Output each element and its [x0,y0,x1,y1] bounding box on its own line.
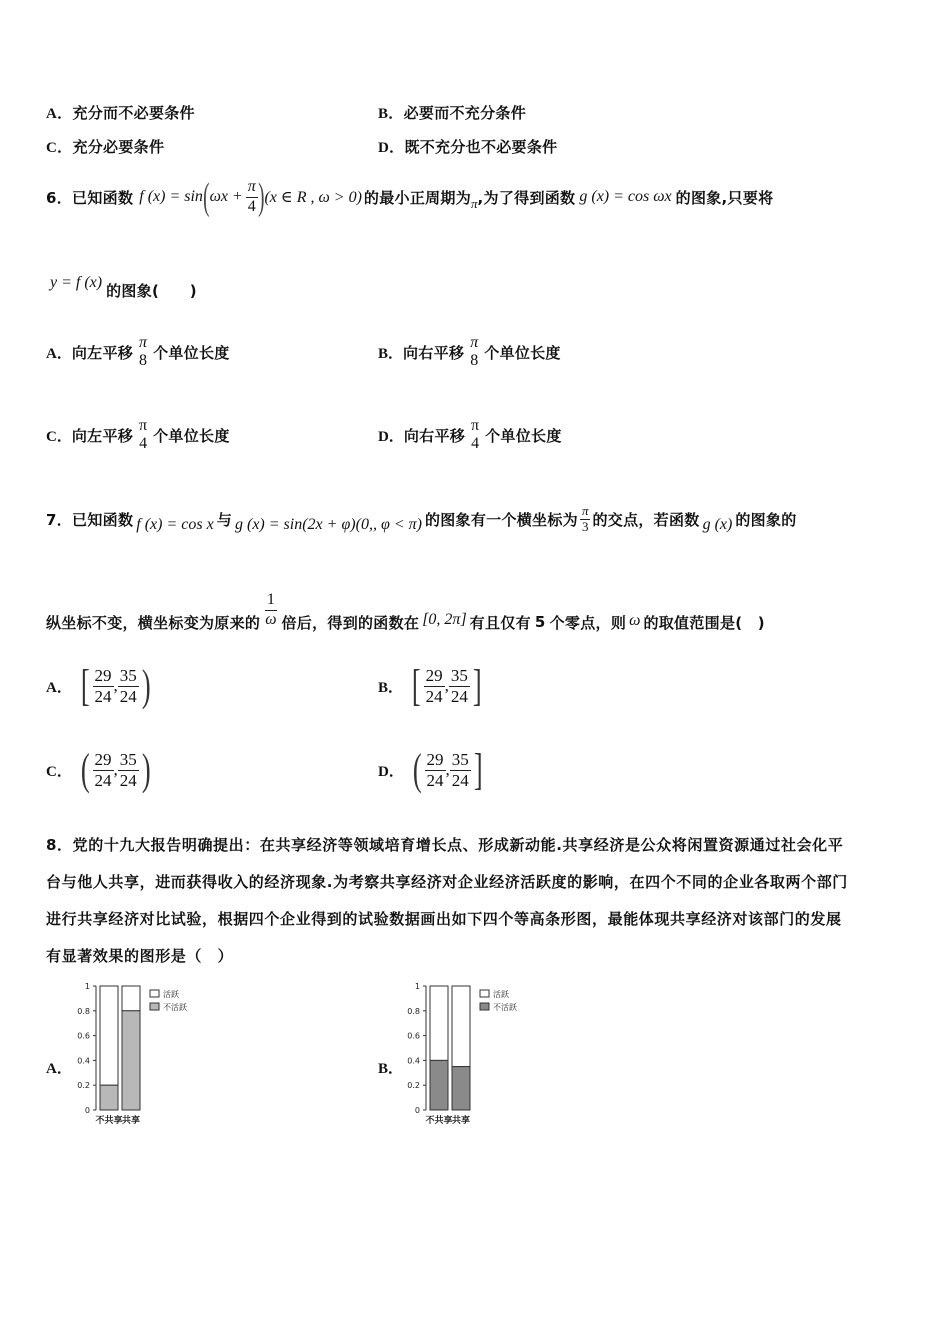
q6-line2-expr: y = f (x) [50,273,103,291]
q6-option-a-letter: A． [46,345,72,362]
q8-stem-line-4: 有显著效果的图形是（ ） [46,947,234,965]
q7-option-c [46,745,153,794]
q6-option-d-frac [469,417,481,454]
q6-option-a-post: 个单位长度 [153,343,230,362]
x-tick-label: 不共享 [95,1116,123,1126]
q8-option-a-letter: A． [46,1061,72,1077]
legend-swatch [150,990,159,997]
q7-option-d-close: ] [473,745,483,794]
y-tick-label: 0.8 [407,1006,420,1016]
q5-option-a-letter: A． [46,106,73,122]
q6-lead: 已知函数 [72,188,134,207]
q6-option-a-frac [137,334,149,371]
q7-option-c-letter: C． [46,763,72,780]
q6-arg-num: π [246,178,258,197]
q6-option-b-den: 8 [470,352,479,370]
q6-option-d [378,417,562,454]
q6-stem-line2 [50,272,197,300]
q7-option-c-d2: 24 [119,770,137,790]
q6-option-a-num: π [139,334,148,351]
q7-stem-line2 [46,582,906,638]
q7-option-c-open: ( [80,745,90,794]
q7-option-c-interval: ( $\frac{29}{24}$ , $\frac{35}{24}$ ) [80,745,151,794]
bar-segment-active [122,986,140,1011]
q7-stem-line1 [46,496,906,542]
q6-option-c-num: π [139,417,148,434]
q7-x-frac [580,504,591,535]
q6-option-d-num: π [471,417,480,434]
q7-line2-mid: 倍后，得到的函数在 [281,613,420,632]
q8-stem [46,827,906,975]
bar-segment-active [452,986,470,1067]
y-tick-label: 1 [84,982,90,991]
q7-line2-pre: 纵坐标不变，横坐标变为原来的 [46,613,261,632]
q6-mid1: 的最小正周期为 [363,188,472,207]
q7-option-c-close: ) [141,745,151,794]
q7-with: 与 [216,510,232,529]
q6-option-b [378,334,561,371]
q6-arg-den: 4 [247,197,256,215]
y-tick-label: 0 [414,1106,420,1115]
q5-option-b-letter: B． [378,106,404,122]
q5-option-c [46,136,164,157]
q7-option-d-n1: 29 [426,749,444,769]
q7-option-a-d1: 24 [94,686,112,706]
q5-option-a [46,102,195,123]
q6-arg-frac [246,178,258,216]
q7-option-d [378,745,485,794]
q6-g-expr: g (x) = cos ωx [579,188,672,205]
q6-option-b-post: 个单位长度 [484,343,561,362]
q5-option-d-letter: D． [378,140,405,156]
q7-line2-tail: 的取值范围是( ) [643,613,765,632]
q6-option-c-pre: 向左平移 [71,426,134,445]
q7-lead: 已知函数 [72,510,134,529]
q6-option-a-pre: 向左平移 [71,343,134,362]
q5-option-b-text: 必要而不充分条件 [403,104,527,122]
q7-option-b-close: ] [472,661,482,710]
bar-segment-inactive [430,1060,448,1110]
q5-option-d [378,136,557,157]
q6-period: π [471,196,478,211]
bar-segment-active [100,986,118,1085]
q7-option-d-d1: 24 [426,770,444,790]
q7-option-b-d2: 24 [450,686,468,706]
q6-tail: 的图象,只要将 [675,188,774,207]
q6-option-c [46,417,230,454]
q6-option-c-den: 4 [139,435,148,453]
y-tick-label: 0.4 [77,1056,90,1066]
q6-number: 6． [46,188,73,207]
q7-option-d-interval: ( $\frac{29}{24}$ , $\frac{35}{24}$ ] [412,745,483,794]
legend-label: 活跃 [163,990,179,999]
q7-omega: ω [629,612,641,629]
q7-mid: 的图象有一个横坐标为 [424,510,578,529]
q7-option-b-d1: 24 [425,686,443,706]
q7-option-a-d2: 24 [119,686,137,706]
y-tick-label: 1 [414,982,420,991]
legend-label: 活跃 [493,990,509,999]
x-tick-label: 共享 [451,1116,471,1126]
q6-domain: (x ∈ R , ω > 0) [264,189,362,206]
q7-option-a-interval: [ $\frac{29}{24}$ , $\frac{35}{24}$ ) [80,661,151,710]
q7-scale-num: 1 [265,591,277,610]
q8-stem-line-1: 8．党的十九大报告明确提出：在共享经济等领域培育增长点、形成新动能.共享经济是公众将闲置资源通过社会化平 [46,836,844,854]
q8-stem-line-3: 进行共享经济对比试验，根据四个企业得到的试验数据画出如下四个等高条形图，最能体现共享经济对该部门的发展 [46,910,842,928]
q7-option-b-n1: 29 [425,665,443,685]
q6-line2-tail: 的图象( ) [106,282,197,300]
y-tick-label: 0.6 [407,1031,420,1041]
q8-stem-line-2: 台与他人共享，进而获得收入的经济现象.为考察共享经济对企业经济活跃度的影响，在四个不同的企业各取两个部门 [46,873,848,891]
q7-option-a-letter: A． [46,679,72,696]
q6-option-c-frac [137,417,149,454]
q7-option-a-open: [ [80,661,90,710]
q5-option-c-text: 充分必要条件 [72,138,165,156]
bar-segment-inactive [100,1085,118,1110]
q6-option-a [46,334,230,371]
q7-scale-den: ω [265,610,277,628]
q7-option-d-n2: 35 [451,749,469,769]
q6-paren-open: ( [203,176,210,218]
q7-option-b-interval: [ $\frac{29}{24}$ , $\frac{35}{24}$ ] [411,661,482,710]
q7-option-a-close: ) [141,661,151,710]
q6-mid2: ,为了得到函数 [477,188,576,207]
q7-interval: [0, 2π] [422,611,467,628]
q5-option-c-letter: C． [46,140,73,156]
q6-option-b-letter: B． [378,345,404,362]
q6-option-c-post: 个单位长度 [153,426,230,445]
q7-line2-mid2: 有且仅有 [469,613,531,632]
q7-mid2: 的交点，若函数 [592,510,700,529]
y-tick-label: 0.8 [77,1006,90,1016]
q7-f-expr: f (x) = cos x [136,516,214,533]
q6-option-a-den: 8 [139,352,148,370]
q7-five: 5 [534,613,546,631]
q7-line2-mid3: 个零点，则 [549,613,627,632]
q8-chart-b [400,978,540,1130]
q6-option-d-post: 个单位长度 [485,426,562,445]
q7-g-expr: g (x) = sin(2x + φ)(0,, φ < π) [235,516,422,533]
q7-option-a-n1: 29 [94,665,112,685]
legend-label: 不活跃 [493,1003,517,1012]
x-tick-label: 共享 [121,1116,141,1126]
q7-option-d-d2: 24 [451,770,469,790]
q7-option-d-letter: D． [378,763,404,780]
y-tick-label: 0 [84,1106,90,1115]
q6-stem-line1 [46,172,906,222]
q7-option-b-n2: 35 [450,665,468,685]
q6-option-d-pre: 向右平移 [403,426,466,445]
q7-option-c-n2: 35 [119,749,137,769]
y-tick-label: 0.6 [77,1031,90,1041]
q7-tail: 的图象的 [735,510,797,529]
legend-swatch [480,990,489,997]
bar-segment-inactive [122,1011,140,1110]
bar-segment-inactive [452,1067,470,1110]
q6-option-b-num: π [470,334,479,351]
q7-x-den: 3 [581,518,589,534]
q7-option-a-n2: 35 [119,665,137,685]
q7-number: 7． [46,510,73,529]
y-tick-label: 0.2 [407,1081,420,1091]
legend-label: 不活跃 [163,1003,187,1012]
q6-option-b-frac [468,334,480,371]
q5-option-a-text: 充分而不必要条件 [72,104,195,122]
q7-option-c-d1: 24 [94,770,112,790]
q5-option-d-text: 既不充分也不必要条件 [404,138,558,156]
q7-option-b-letter: B． [378,679,404,696]
x-tick-label: 不共享 [425,1116,453,1126]
y-tick-label: 0.4 [407,1056,420,1066]
y-tick-label: 0.2 [77,1081,90,1091]
legend-swatch [480,1003,489,1010]
q8-chart-a [70,978,210,1130]
q6-f-lhs: f (x) = sin [139,188,203,205]
q7-x-num: π [581,502,589,518]
q6-option-b-pre: 向右平移 [403,343,465,362]
q7-option-c-n1: 29 [94,749,112,769]
q6-arg-pre: ωx + [209,188,243,205]
q7-option-b-open: [ [411,661,421,710]
q5-option-b [378,102,526,123]
q8-option-b-letter: B． [378,1061,404,1077]
q7-g-again: g (x) [702,516,733,533]
q7-scale-frac [263,591,278,629]
q6-option-c-letter: C． [46,428,72,445]
q6-paren-close: ) [257,176,265,218]
q7-option-d-open: ( [412,745,422,794]
q7-option-b [378,661,485,710]
legend-swatch [150,1003,159,1010]
q7-option-a [46,661,153,710]
q6-option-d-den: 4 [471,435,480,453]
q6-option-d-letter: D． [378,428,404,445]
bar-segment-active [430,986,448,1060]
